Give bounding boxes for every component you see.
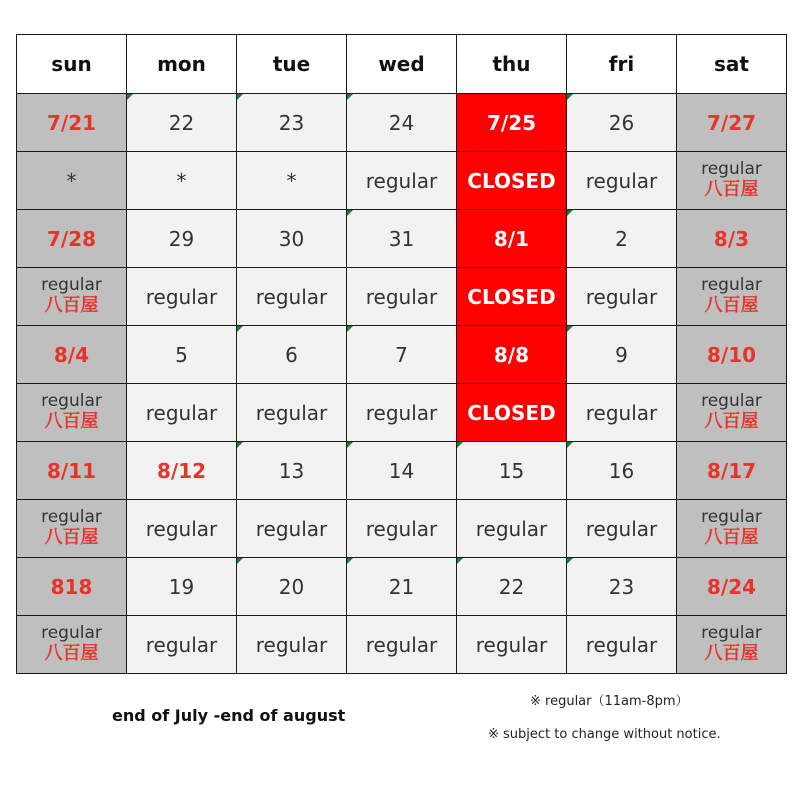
status-text: CLOSED <box>467 284 556 309</box>
change-note: ※ subject to change without notice. <box>488 727 721 742</box>
store-name: 八百屋 <box>704 295 759 316</box>
status-text: regular <box>41 623 102 643</box>
status-text: regular <box>145 284 218 309</box>
status-cell <box>567 384 677 442</box>
status-cell <box>17 500 127 558</box>
status-cell <box>347 616 457 674</box>
status-cell <box>567 500 677 558</box>
date-cell: 9 <box>567 326 677 384</box>
status-cell <box>677 384 787 442</box>
status-cell <box>457 152 567 210</box>
status-text: regular <box>701 507 762 527</box>
store-name: 八百屋 <box>704 179 759 200</box>
date-cell: 8/11 <box>17 442 127 500</box>
day-header-fri: fri <box>567 35 677 94</box>
status-cell <box>127 500 237 558</box>
status-text: * <box>66 168 77 193</box>
status-text: regular <box>701 275 762 295</box>
status-cell <box>127 268 237 326</box>
status-text: CLOSED <box>467 400 556 425</box>
status-text: regular <box>255 632 328 657</box>
status-text: regular <box>41 507 102 527</box>
store-name: 八百屋 <box>704 411 759 432</box>
period-label: end of July -end of august <box>112 706 346 725</box>
date-row <box>17 210 787 268</box>
status-cell <box>237 152 347 210</box>
status-text: regular <box>365 168 438 193</box>
store-name: 八百屋 <box>704 643 759 664</box>
status-text: regular <box>41 275 102 295</box>
store-name: 八百屋 <box>44 527 99 548</box>
status-cell <box>127 616 237 674</box>
status-cell <box>237 268 347 326</box>
status-text: regular <box>585 400 658 425</box>
schedule-calendar <box>16 34 787 674</box>
status-row <box>17 616 787 674</box>
day-header-sat: sat <box>677 35 787 94</box>
status-cell <box>17 384 127 442</box>
status-text: regular <box>475 632 548 657</box>
status-text: regular <box>585 284 658 309</box>
date-cell: 7/28 <box>17 210 127 268</box>
status-cell <box>567 152 677 210</box>
date-cell: 8/24 <box>677 558 787 616</box>
date-cell: 6 <box>237 326 347 384</box>
status-cell <box>347 152 457 210</box>
status-text: regular <box>365 516 438 541</box>
status-text: regular <box>145 400 218 425</box>
date-cell: 2 <box>567 210 677 268</box>
status-cell <box>17 152 127 210</box>
date-cell: 14 <box>347 442 457 500</box>
date-cell: 16 <box>567 442 677 500</box>
date-cell: 19 <box>127 558 237 616</box>
status-text: regular <box>255 284 328 309</box>
status-cell <box>457 500 567 558</box>
date-cell: 30 <box>237 210 347 268</box>
status-text: regular <box>701 391 762 411</box>
date-cell: 8/10 <box>677 326 787 384</box>
day-header-wed: wed <box>347 35 457 94</box>
date-row <box>17 326 787 384</box>
status-cell <box>347 384 457 442</box>
calendar-body <box>17 94 787 674</box>
status-row <box>17 268 787 326</box>
status-cell <box>677 152 787 210</box>
status-cell <box>677 268 787 326</box>
date-cell: 8/17 <box>677 442 787 500</box>
status-text: regular <box>41 391 102 411</box>
date-cell: 24 <box>347 94 457 152</box>
status-text: regular <box>145 516 218 541</box>
status-text: regular <box>701 159 762 179</box>
status-cell <box>127 152 237 210</box>
day-header-mon: mon <box>127 35 237 94</box>
status-cell <box>457 268 567 326</box>
day-header-tue: tue <box>237 35 347 94</box>
status-cell <box>567 616 677 674</box>
date-cell: 22 <box>127 94 237 152</box>
date-cell: 8/12 <box>127 442 237 500</box>
status-text: regular <box>145 632 218 657</box>
date-cell: 13 <box>237 442 347 500</box>
status-row <box>17 500 787 558</box>
store-name: 八百屋 <box>44 411 99 432</box>
date-cell: 20 <box>237 558 347 616</box>
date-cell: 7/27 <box>677 94 787 152</box>
date-cell: 8/4 <box>17 326 127 384</box>
store-name: 八百屋 <box>704 527 759 548</box>
status-cell <box>677 616 787 674</box>
status-text: regular <box>585 632 658 657</box>
status-cell <box>237 500 347 558</box>
status-cell <box>347 268 457 326</box>
status-text: regular <box>365 632 438 657</box>
store-name: 八百屋 <box>44 295 99 316</box>
hours-note: ※ regular（11am-8pm） <box>530 694 689 709</box>
status-cell <box>677 500 787 558</box>
status-row <box>17 384 787 442</box>
status-cell <box>567 268 677 326</box>
status-text: * <box>286 168 297 193</box>
status-text: * <box>176 168 187 193</box>
status-text: regular <box>255 516 328 541</box>
status-text: regular <box>585 168 658 193</box>
status-cell <box>457 616 567 674</box>
status-text: regular <box>365 400 438 425</box>
status-cell <box>347 500 457 558</box>
date-cell: 26 <box>567 94 677 152</box>
date-row <box>17 442 787 500</box>
date-cell: 22 <box>457 558 567 616</box>
day-header-thu: thu <box>457 35 567 94</box>
date-cell: 7/25 <box>457 94 567 152</box>
status-text: regular <box>585 516 658 541</box>
date-cell: 8/1 <box>457 210 567 268</box>
day-header-row <box>17 35 787 94</box>
day-header-sun: sun <box>17 35 127 94</box>
date-cell: 15 <box>457 442 567 500</box>
status-text: regular <box>365 284 438 309</box>
date-cell: 31 <box>347 210 457 268</box>
date-cell: 8/8 <box>457 326 567 384</box>
date-cell: 5 <box>127 326 237 384</box>
date-cell: 23 <box>237 94 347 152</box>
date-cell: 8/3 <box>677 210 787 268</box>
status-text: regular <box>255 400 328 425</box>
date-cell: 29 <box>127 210 237 268</box>
date-row <box>17 558 787 616</box>
date-cell: 7/21 <box>17 94 127 152</box>
status-cell <box>237 384 347 442</box>
store-name: 八百屋 <box>44 643 99 664</box>
status-row <box>17 152 787 210</box>
status-cell <box>457 384 567 442</box>
date-cell: 23 <box>567 558 677 616</box>
status-cell <box>237 616 347 674</box>
status-cell <box>17 616 127 674</box>
status-cell <box>127 384 237 442</box>
date-cell: 21 <box>347 558 457 616</box>
status-cell <box>17 268 127 326</box>
status-text: regular <box>475 516 548 541</box>
date-cell: 7 <box>347 326 457 384</box>
status-text: regular <box>701 623 762 643</box>
status-text: CLOSED <box>467 168 556 193</box>
date-row <box>17 94 787 152</box>
date-cell: 818 <box>17 558 127 616</box>
